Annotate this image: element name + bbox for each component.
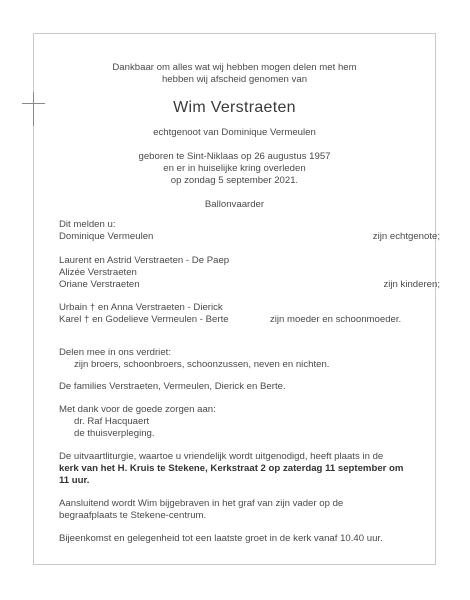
occupation: Ballonvaarder xyxy=(204,199,265,210)
thanks-item: dr. Raf Hacquaert xyxy=(74,416,150,427)
birth-line-1: geboren te Sint-Niklaas op 26 augustus 1957 xyxy=(138,151,331,162)
child-line: Oriane Verstraeten xyxy=(59,279,140,290)
parent-line: Karel † en Godelieve Vermeulen - Berte xyxy=(59,314,229,325)
intro-line-2: hebben wij afscheid genomen van xyxy=(161,74,308,85)
burial-line-2: begraafplaats te Stekene-centrum. xyxy=(59,510,207,521)
parents-relation: zijn moeder en schoonmoeder. xyxy=(270,314,402,325)
spouse-name: Dominique Vermeulen xyxy=(59,231,154,242)
spouse-relation: zijn echtgenote; xyxy=(372,231,440,242)
thanks-intro: Met dank voor de goede zorgen aan: xyxy=(59,404,216,415)
birth-line-3: op zondag 5 september 2021. xyxy=(170,175,299,186)
child-line: Laurent en Astrid Verstraeten - De Paep xyxy=(59,255,230,266)
gathering-line: Bijeenkomst en gelegenheid tot een laatste groet in de kerk vanaf 10.40 uur. xyxy=(59,533,383,544)
sharing-line: zijn broers, schoonbroers, schoonzussen, neven en nichten. xyxy=(74,359,330,370)
child-line: Alizée Verstraeten xyxy=(59,267,137,278)
burial-line-1: Aansluitend wordt Wim bijgebraven in het graf van zijn vader op de xyxy=(59,498,344,509)
announce-intro: Dit melden u: xyxy=(59,219,116,230)
liturgy-line-2: kerk van het H. Kruis te Stekene, Kerkstraat 2 op zaterdag 11 september om xyxy=(59,463,404,474)
liturgy-line-1: De uitvaartliturgie, waartoe u vriendelijk wordt uitgenodigd, heeft plaats in de xyxy=(59,451,384,462)
deceased-name: Wim Verstraeten xyxy=(173,99,296,116)
birth-line-2: en er in huiselijke kring overleden xyxy=(163,163,306,174)
thanks-item: de thuisverpleging. xyxy=(74,428,155,439)
liturgy-line-3: 11 uur. xyxy=(59,475,90,486)
sharing-intro: Delen mee in ons verdriet: xyxy=(59,347,171,358)
intro-line-1: Dankbaar om alles wat wij hebben mogen delen met hem xyxy=(112,62,357,73)
parent-line: Urbain † en Anna Verstraeten - Dierick xyxy=(59,302,223,313)
families-line: De families Verstraeten, Vermeulen, Dierick en Berte. xyxy=(59,381,286,392)
children-relation: zijn kinderen; xyxy=(383,279,440,290)
spouse-line: echtgenoot van Dominique Vermeulen xyxy=(153,127,316,138)
